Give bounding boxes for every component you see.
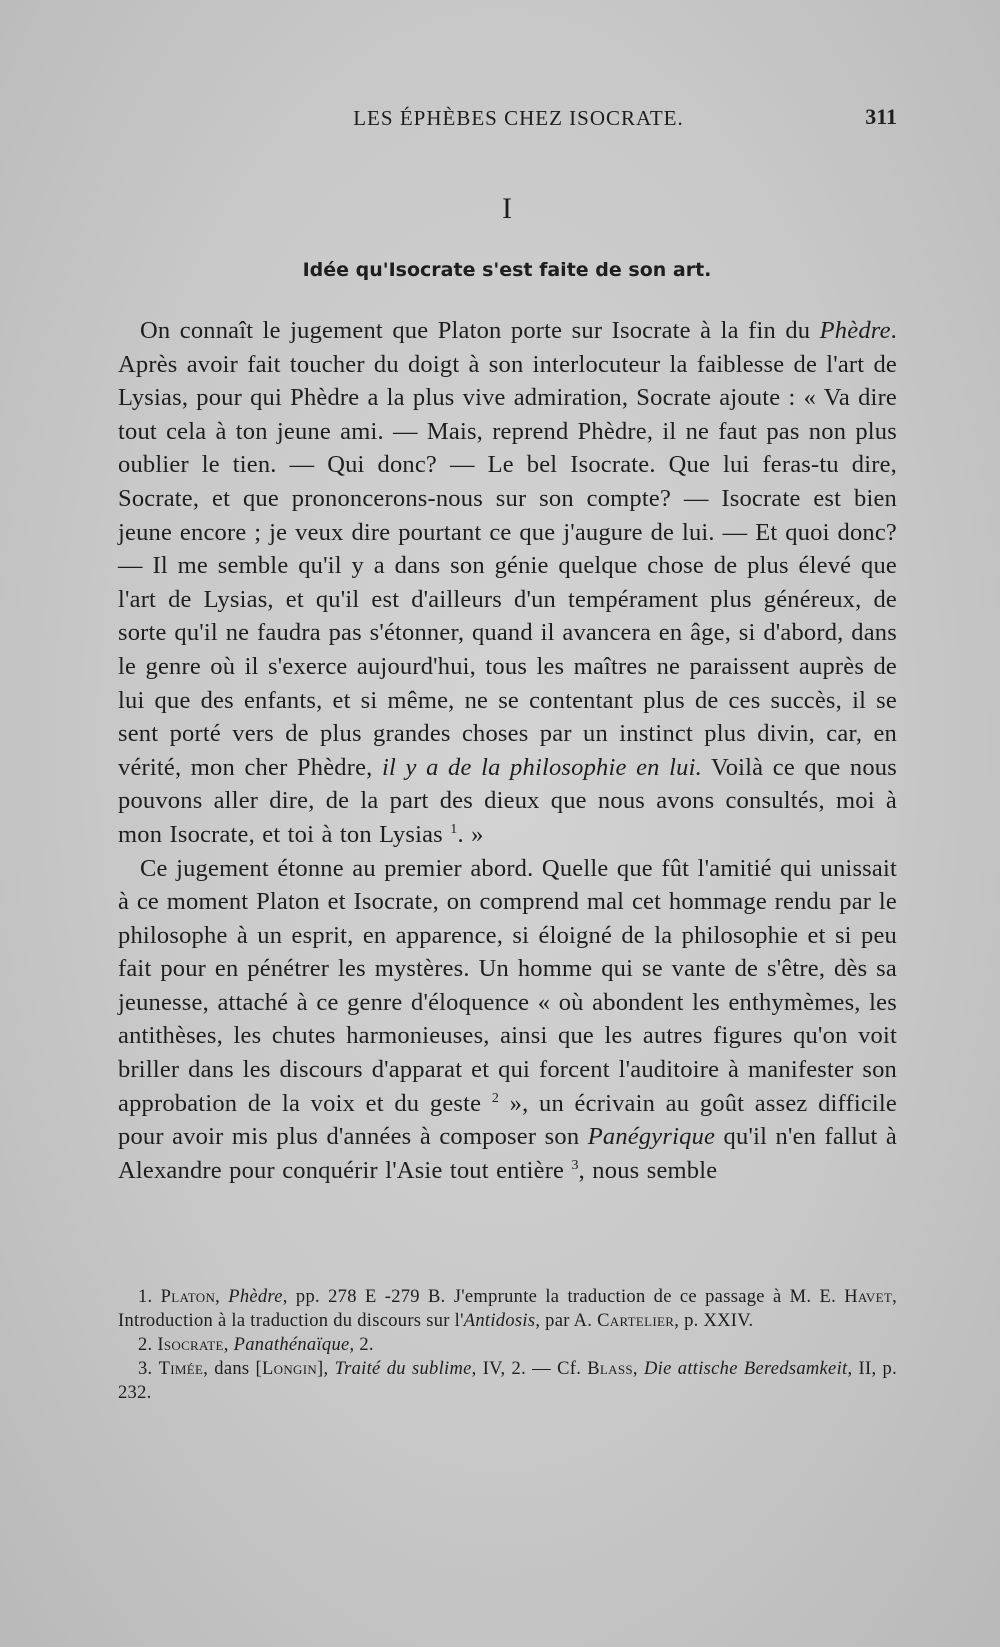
text-run: On connaît le jugement que Platon porte sur Isocrate à la fin du	[140, 317, 820, 344]
text-run: , par A.	[535, 1311, 598, 1331]
running-head	[115, 106, 897, 136]
footnote-number: 2.	[138, 1335, 158, 1355]
paragraph	[118, 852, 897, 1188]
italic-title: Phèdre	[819, 317, 891, 344]
italic-title: Antidosis	[463, 1311, 536, 1331]
italic-quote: il y a de la philosophie en lui.	[382, 753, 702, 781]
author-name: Havet	[844, 1287, 893, 1307]
footnote-number: 3.	[138, 1359, 159, 1379]
footnote-ref: 2	[491, 1090, 500, 1106]
body-text	[118, 314, 897, 1187]
italic-title: Traité du sublime	[334, 1359, 472, 1379]
text-run: ,	[215, 1287, 229, 1307]
footnote-3	[118, 1357, 897, 1405]
footnotes	[118, 1285, 897, 1405]
footnote-ref: 3	[571, 1157, 579, 1173]
footnote-number: 1.	[138, 1287, 161, 1307]
text-run: Ce jugement étonne au premier abord. Quelle que fût l'amitié qui unissait à ce moment Platon et Isocrate, on comprend mal cet hommage rendu par le philosophe à un esprit, en apparence, si éloigné de la philosophie et si peu fait pour en pénétrer les mystères. Un homme qui se vante de s'être, dès sa jeunesse, attaché à ce genre d'éloquence « où abondent les enthymèmes, les antithèses, les chutes harmonieuses, ainsi que les autres figures qu'on voit briller dans les discours d'apparat et qui forcent l'auditoire à manifester son approbation de la voix et du geste	[118, 854, 897, 1117]
author-name: Longin	[262, 1359, 318, 1379]
author-name: Blass	[587, 1359, 633, 1379]
italic-title: Panathénaïque	[233, 1335, 350, 1355]
running-title: LES ÉPHÈBES CHEZ ISOCRATE.	[353, 106, 684, 130]
text-run: ,	[632, 1359, 644, 1379]
italic-title: Die attische Beredsamkeit	[644, 1359, 848, 1379]
text-run: , p. XXIV.	[674, 1311, 754, 1331]
text-run: ,	[223, 1335, 234, 1355]
text-run: , dans [	[203, 1359, 263, 1379]
text-run: . Après avoir fait toucher du doigt à son interlocuteur la faiblesse de l'art de Lysias, pour qui Phèdre a la plus vive admiration, Socrate ajoute : « Va dire tout cela à ton jeune ami. — Mais, reprend Phèdre, il ne faut pas non plus oublier le tien. — Qui donc? — Le bel Isocrate. Que lui feras-tu dire, Socrate, et que prononcerons-nous sur son compte? — Isocrate est bien jeune encore ; je veux dire pourtant ce que j'augure de lui. — Et quoi donc? — Il me semble qu'il y a dans son génie quelque chose de plus élevé que l'art de Lysias, et qu'il est d'ailleurs d'un tempérament plus généreux, de sorte qu'il ne faudra pas s'étonner, quand il avancera en âge, si d'abord, dans le genre où il s'exerce aujourd'hui, tous les maîtres ne paraissent auprès de lui que des enfants, et si même, ne se contentant plus de ces succès, il se sent porté vers de plus grandes choses par un instinct plus divin, car, en vérité, mon cher Phèdre,	[118, 317, 897, 781]
section-numeral: I	[502, 192, 512, 225]
text-run: , II, p. 232.	[118, 1359, 898, 1403]
section-title: Idée qu'Isocrate s'est faite de son art.	[302, 259, 712, 281]
italic-title: Phèdre	[228, 1287, 283, 1307]
text-run: , IV, 2. — Cf.	[471, 1359, 588, 1379]
footnote-ref: 1	[450, 821, 458, 837]
text-run: », un écrivain au goût assez difficile pour avoir mis plus d'années à composer son	[118, 1089, 897, 1151]
footnote-1	[118, 1285, 897, 1333]
author-name: Platon	[160, 1287, 216, 1307]
italic-title: Panégyrique	[587, 1123, 716, 1151]
text-run: , 2.	[349, 1335, 374, 1355]
text-run: . »	[457, 820, 484, 848]
text-run: ],	[317, 1359, 335, 1379]
text-run: qu'il n'en fallut à Alexandre pour conquérir l'Asie tout entière	[118, 1123, 897, 1184]
text-run: , nous semble	[578, 1156, 718, 1184]
text-run: Voilà ce que nous pouvons aller dire, de la part des dieux que nous avons consultés, moi à mon Isocrate, et toi à ton Lysias	[118, 753, 897, 848]
page-number: 311	[865, 104, 897, 129]
author-name: Cartelier	[597, 1311, 675, 1331]
author-name: Isocrate	[157, 1335, 224, 1355]
text-run: , Introduction à la traduction du discours sur l'	[118, 1287, 897, 1331]
author-name: Timée	[158, 1359, 204, 1379]
text-run: , pp. 278 E -279 B. J'emprunte la traduction de ce passage à M. E.	[282, 1287, 845, 1307]
paragraph	[118, 314, 897, 852]
footnote-2	[118, 1333, 897, 1357]
